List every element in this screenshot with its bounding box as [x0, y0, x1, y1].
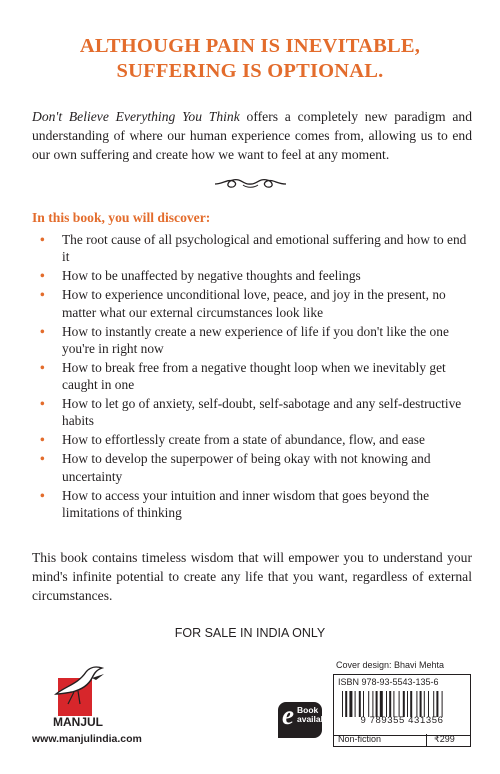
intro-text: offers a completely new paradigm and understanding of where our human experience comes from, allowing us to end our own suffering and create how we want to feel at any moment.	[32, 109, 472, 162]
bullet-icon: •	[40, 268, 45, 284]
genre-label: Non-fiction	[338, 734, 382, 744]
bullet-icon: •	[40, 323, 45, 339]
closing-paragraph: This book contains timeless wisdom that will empower you to understand your mind's infinite potential to create any life that you want, regardless of external circumstances.	[32, 550, 472, 603]
ebook-available-badge	[278, 700, 333, 738]
list-item: • How to access your intuition and inner wisdom that goes beyond the limitations of thinking	[40, 487, 430, 520]
ebook-icon: e	[278, 702, 322, 738]
publisher-name: MANJUL	[53, 715, 103, 729]
barcode-icon	[340, 691, 464, 717]
list-item: • How to break free from a negative thought loop when we inevitably get caught in one	[40, 359, 446, 393]
flourish-ornament-icon	[213, 176, 288, 192]
list-item: • How to develop the superpower of being okay with not knowing and uncertainty	[40, 451, 431, 484]
list-item: • How to let go of anxiety, self-doubt, self-sabotage and any self-destructive habits	[40, 396, 462, 429]
headline-line-1: ALTHOUGH PAIN IS INEVITABLE,	[79, 35, 421, 57]
bullet-icon: •	[40, 487, 45, 503]
cover-design-credit: Cover design: Bhavi Mehta	[336, 660, 445, 670]
list-item: • The root cause of all psychological and emotional suffering and how to end it	[40, 232, 467, 265]
book-title: Don't Believe Everything You Think	[32, 109, 240, 124]
discover-list	[32, 231, 472, 523]
headline-line-2: SUFFERING IS OPTIONAL.	[116, 60, 384, 82]
isbn-barcode-box	[333, 674, 471, 736]
bullet-icon: •	[40, 287, 45, 303]
discover-heading: In this book, you will discover:	[32, 210, 211, 225]
bullet-icon: •	[40, 396, 45, 412]
list-item: • How to instantly create a new experience of life if you don't like the one you're in right now	[40, 323, 449, 356]
manjul-logo-icon	[52, 664, 106, 720]
bullet-icon: •	[40, 432, 45, 448]
price-row	[333, 734, 471, 747]
bullet-icon: •	[40, 451, 45, 467]
intro-paragraph	[32, 107, 472, 164]
publisher-website: www.manjulindia.com	[32, 733, 142, 745]
price-label: ₹299	[434, 734, 455, 744]
sale-notice: FOR SALE IN INDIA ONLY	[174, 626, 326, 640]
barcode-digits: 9 789355 431356	[360, 715, 444, 726]
divider	[426, 734, 427, 746]
list-item: • How to experience unconditional love, peace, and joy in the present, no matter what our external circumstances look like	[40, 287, 446, 320]
headline	[0, 34, 500, 84]
list-item: • How to effortlessly create from a state of abundance, flow, and ease	[40, 432, 425, 448]
bullet-icon: •	[40, 359, 45, 375]
bullet-icon: •	[40, 232, 45, 247]
isbn-number: ISBN 978-93-5543-135-6	[338, 677, 439, 687]
list-item: • How to be unaffected by negative thoughts and feelings	[40, 268, 361, 284]
ebook-label: Book available	[297, 705, 333, 724]
